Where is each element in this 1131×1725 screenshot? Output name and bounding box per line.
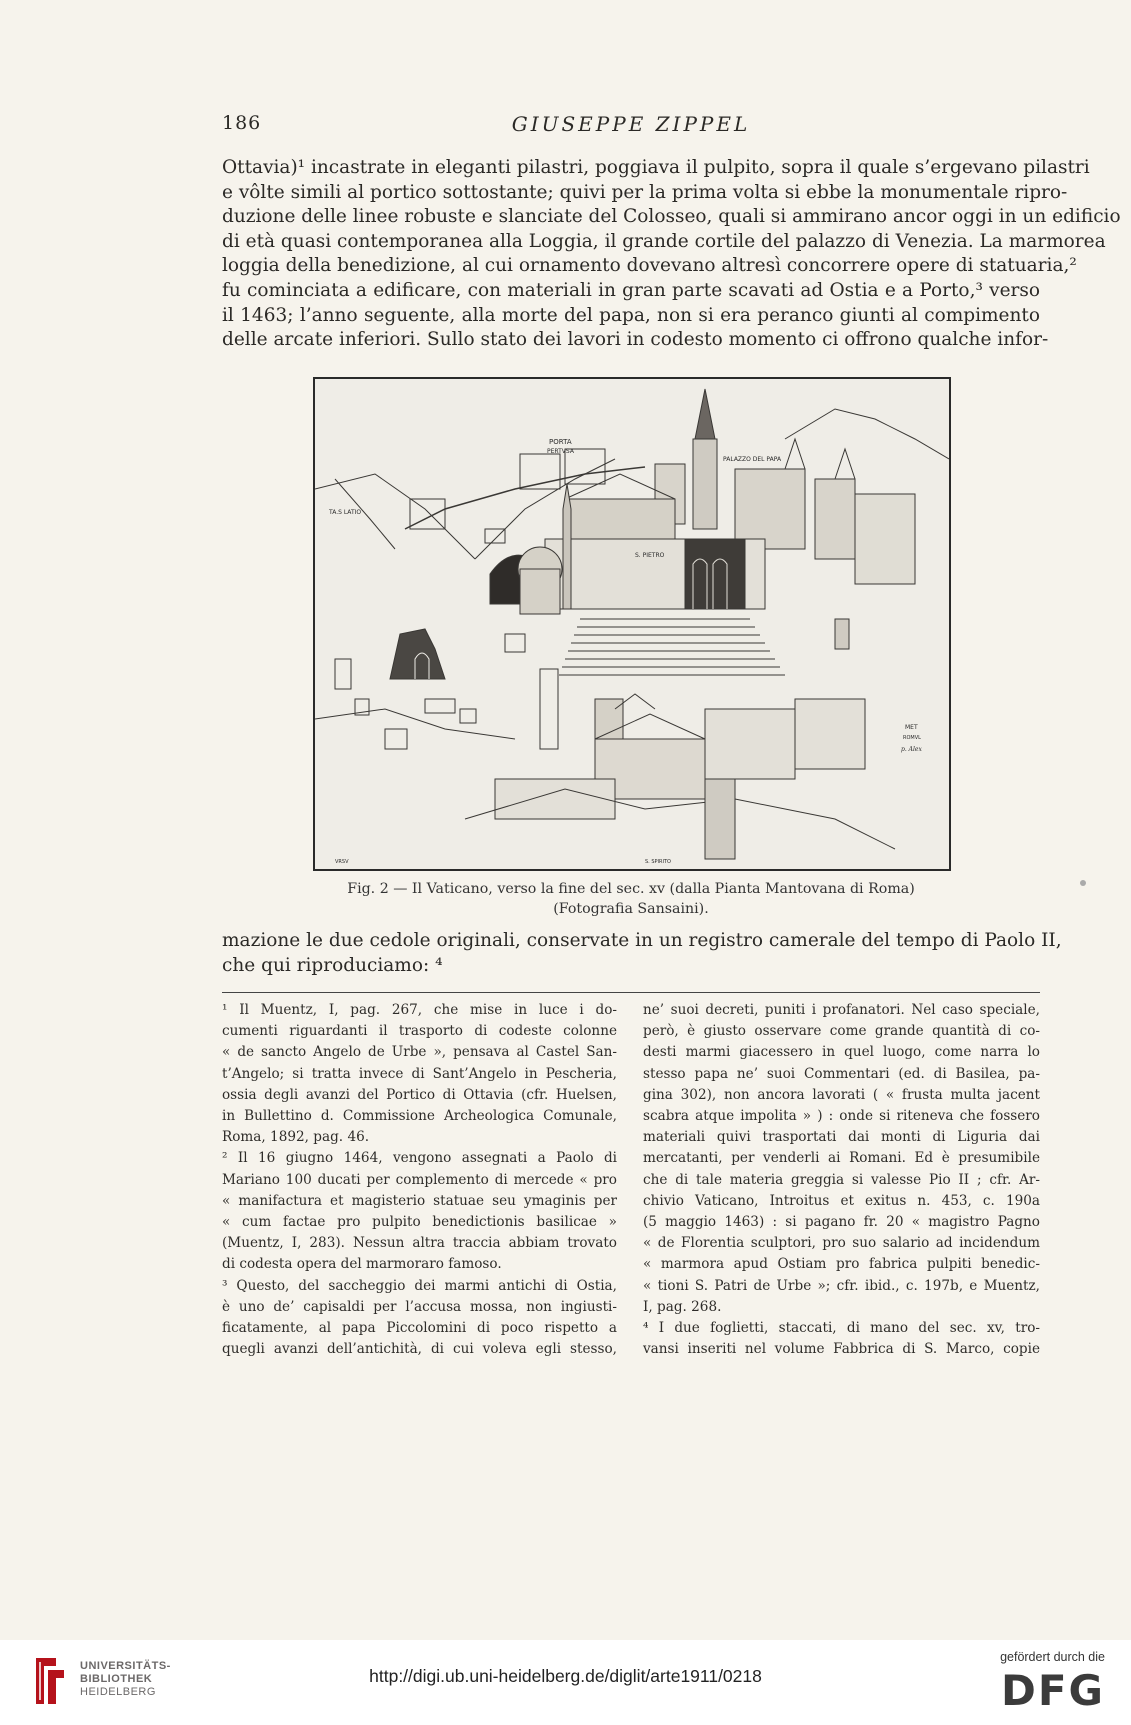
label-alex: p. Alex (901, 746, 922, 753)
loggia-dark (685, 539, 745, 609)
body-line: delle arcate inferiori. Sullo stato dei lavori in codesto momento ci offrono qualche infor- (222, 329, 1049, 351)
obelisk (563, 484, 571, 609)
label-bottom-left: VRSV (335, 859, 349, 865)
footnote-line: materiali quivi trasportati dai monti di Liguria dai (643, 1129, 1040, 1146)
footnote-line: ¹ Il Muentz, I, pag. 267, che mise in luce i do- (222, 1002, 617, 1018)
label-met: MET (905, 724, 918, 731)
footnote-line: di codesta opera del marmoraro famoso. (222, 1256, 502, 1273)
body-paragraph-bottom (222, 929, 1062, 978)
footnote-line: mercatanti, per venderli ai Romani. Ed è presumibile (643, 1150, 1040, 1167)
ground-line (315, 709, 515, 739)
footnote-line: « marmora apud Ostiam pro fabrica pulpiti benedic- (643, 1256, 1040, 1273)
tower (540, 669, 558, 749)
body-line: e vôlte simili al portico sottostante; quivi per la prima volta si ebbe la monumentale ripro- (222, 181, 1068, 203)
figure-caption (222, 879, 1040, 919)
footnote-line: ossia degli avanzi del Portico di Ottavia (cfr. Huelsen, (222, 1086, 617, 1103)
basilica-upper (565, 499, 675, 539)
body-line: il 1463; l’anno seguente, alla morte del papa, non si era peranco giunti al compimento (222, 304, 1040, 326)
footnote-line: Mariano 100 ducati per complemento di mercede « pro (222, 1171, 617, 1188)
papal-palace (735, 469, 805, 549)
footnotes-right-column (643, 1000, 1040, 1360)
source-url-link[interactable]: http://digi.ub.uni-heidelberg.de/diglit/arte1911/0218 (369, 1666, 762, 1686)
town-block (795, 699, 865, 769)
hill-left (315, 474, 475, 559)
hill-right (785, 409, 949, 459)
house (460, 709, 476, 723)
tower (705, 779, 735, 859)
footnote-line: (Muentz, I, 283). Nessun altra traccia abbiam trovato (222, 1235, 617, 1252)
label-palazzo-del-papa: PALAZZO DEL PAPA (723, 456, 782, 463)
footnote-line: (5 maggio 1463) : si pagano fr. 20 « magistro Pagno (643, 1214, 1040, 1231)
footnote-line: vansi inseriti nel volume Fabbrica di S. Marco, copie (643, 1341, 1040, 1358)
house (385, 729, 407, 749)
vatican-engraving-figure (313, 377, 951, 871)
belfry-spire (695, 389, 715, 439)
page-header (222, 112, 1040, 142)
footnote-line: « cum factae pro pulpito benedictionis basilicae » (222, 1214, 617, 1231)
body-line: loggia della benedizione, al cui ornamento dovevano altresì concorrere opere di statuaria,² (222, 255, 1077, 277)
footnote-line: t’Angelo; si tratta invece di Sant’Angelo in Pescheria, (222, 1065, 617, 1082)
footnote-line: che di tale materia greggia si valesse Pio II ; cfr. Ar- (643, 1171, 1040, 1188)
footnote-line: però, è giusto osservare come grande quantità di co- (643, 1023, 1040, 1040)
footnote-line: ne’ suoi decreti, puniti i profanatori. Nel caso speciale, (643, 1002, 1040, 1018)
footnote-rule (222, 992, 1040, 993)
caption-line: Fig. 2 — Il Vaticano, verso la fine del sec. xv (dalla Pianta Mantovana di Roma) (347, 881, 915, 897)
footnote-line: stesso papa ne’ suoi Commentari (ed. di Basilea, pa- (643, 1065, 1040, 1082)
body-line: Ottavia)¹ incastrate in eleganti pilastri, poggiava il pulpito, sopra il quale s’ergevano pilastri (222, 157, 1090, 178)
body-line: di età quasi contemporanea alla Loggia, il grande cortile del palazzo di Venezia. La marmorea (222, 230, 1106, 252)
footnote-line: desti marmi giacessero in quel luogo, come narra lo (643, 1044, 1040, 1061)
body-line: mazione le due cedole originali, conservate in un registro camerale del tempo di Paolo II, (222, 930, 1062, 951)
town-block (705, 709, 795, 779)
footnotes-left-column (222, 1000, 617, 1360)
page-number: 186 (222, 112, 262, 134)
label-romvl: ROMVL (903, 735, 921, 741)
footnote-line: Roma, 1892, pag. 46. (222, 1129, 370, 1146)
footnote-line: ficatamente, al papa Piccolomini di poco rispetto a (222, 1320, 617, 1337)
footnote-line: « de Florentia sculptori, pro suo salario ad incidendum (643, 1235, 1040, 1252)
town-block (495, 779, 615, 819)
footnote-line: è uno de’ capisaldi per l’accusa mossa, non ingiusti- (222, 1298, 617, 1315)
footnote-line: ² Il 16 giugno 1464, vengono assegnati a Paolo di (222, 1150, 617, 1167)
palace-wing (855, 494, 915, 584)
vatican-engraving (315, 379, 949, 869)
house (425, 699, 455, 713)
body-line: che qui riproduciamo: ⁴ (222, 954, 443, 976)
footnote-line: « manifactura et magisterio statuae seu ymaginis per (222, 1192, 617, 1209)
dfg-logo: DFG (1000, 1666, 1105, 1715)
house (485, 529, 505, 543)
footnote-line: I, pag. 268. (643, 1298, 722, 1315)
body-line: fu cominciata a edificare, con materiali in gran parte scavati ad Ostia e a Porto,³ verso (222, 279, 1040, 301)
digitization-footer (0, 1640, 1131, 1725)
footnote-line: in Bullettino d. Commissione Archeologica Comunale, (222, 1108, 617, 1125)
body-paragraph-top (222, 156, 1121, 353)
palace-spire (835, 449, 855, 479)
house (335, 659, 351, 689)
label-pertusa: PERTVSA (547, 448, 574, 455)
footnote-line: quegli avanzi dell’antichità, di cui voleva egli stesso, (222, 1341, 617, 1358)
footnote-line: chivio Vaticano, Introitus et exitus n. 453, c. 190a (643, 1192, 1040, 1209)
footnote-line: gina 302), non ancora lavorati ( « frusta multa jacent (643, 1086, 1040, 1103)
running-title: GIUSEPPE ZIPPEL (511, 112, 751, 136)
library-name: UNIVERSITÄTS- BIBLIOTHEK HEIDELBERG (80, 1660, 171, 1698)
house (505, 634, 525, 652)
statue-pedestal (835, 619, 849, 649)
body-line: duzione delle linee robuste e slanciate del Colosseo, quali si ammirano ancor oggi in un edificio (222, 206, 1121, 228)
label-bottom-mid: S. SPIRITO (645, 859, 671, 865)
caption-line: (Fotografia Sansaini). (553, 901, 709, 917)
belfry-tower (693, 439, 717, 529)
ruin (390, 629, 445, 679)
stairs (559, 619, 785, 675)
funded-by-label: gefördert durch die (1000, 1650, 1105, 1664)
footnote-line: scabra atque impolita » ) : onde si riteneva che fossero (643, 1108, 1040, 1125)
footnote-line: « tioni S. Patri de Urbe »; cfr. ibid., c. 197b, e Muentz, (643, 1277, 1040, 1294)
rotunda-drum (520, 569, 560, 614)
footnote-line: ⁴ I due foglietti, staccati, di mano del sec. xv, tro- (643, 1320, 1040, 1337)
label-porta: PORTA (549, 438, 572, 446)
label-latio: TA.S LATIO (329, 509, 362, 516)
footnote-line: ³ Questo, del saccheggio dei marmi antichi di Ostia, (222, 1277, 617, 1294)
margin-mark (1080, 880, 1086, 886)
footnote-line: « de sancto Angelo de Urbe », pensava al Castel San- (222, 1044, 617, 1061)
label-s-pietro: S. PIETRO (635, 552, 665, 559)
footnote-line: cumenti riguardanti il trasporto di codeste colonne (222, 1023, 617, 1040)
palace-spire (785, 439, 805, 469)
palace-wing (815, 479, 855, 559)
